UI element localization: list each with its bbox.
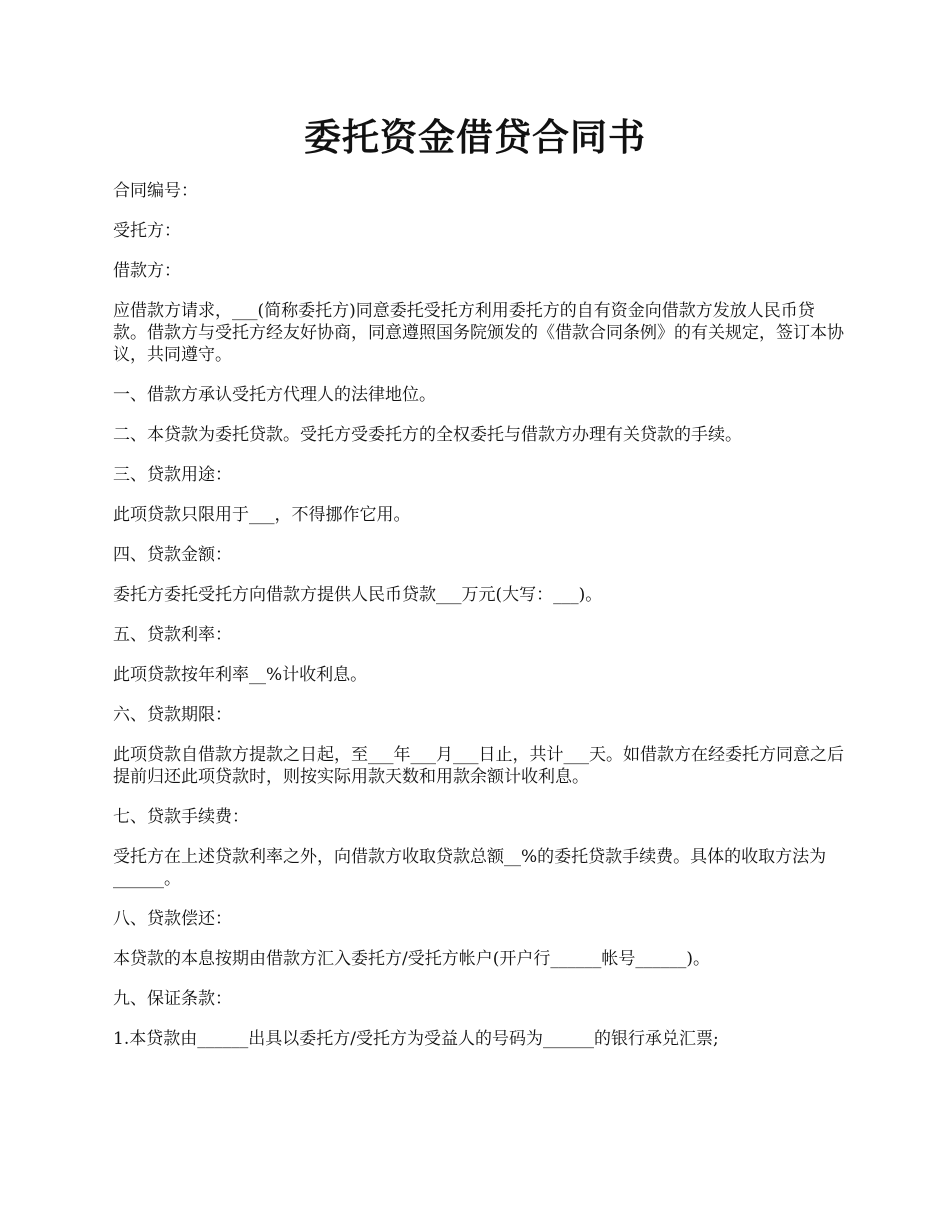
clause-7-heading: 七、贷款手续费：	[113, 807, 249, 827]
clause-4-text: 委托方委托受托方向借款方提供人民币贷款___万元(大写：___)。	[113, 585, 603, 605]
trustee-line: 受托方：	[113, 221, 181, 241]
document-body	[113, 180, 848, 1068]
document-title: 委托资金借贷合同书	[304, 115, 646, 159]
clause-9-item-1: 1.本贷款由______出具以委托方/受托方为受益人的号码为______的银行承兑汇票;	[113, 1029, 719, 1049]
clause-9-heading: 九、保证条款：	[113, 989, 232, 1009]
borrower-line: 借款方：	[113, 261, 181, 281]
clause-7-text: 受托方在上述贷款利率之外，向借款方收取贷款总额__%的委托贷款手续费。具体的收取方法为______。	[113, 847, 827, 889]
clause-4-heading: 四、贷款金额：	[113, 545, 232, 565]
clause-8-text: 本贷款的本息按期由借款方汇入委托方/受托方帐户(开户行______帐号______)。	[113, 949, 710, 969]
clause-5-heading: 五、贷款利率：	[113, 625, 232, 645]
preamble-paragraph: 应借款方请求，___(简称委托方)同意委托受托方利用委托方的自有资金向借款方发放人民币贷款。借款方与受托方经友好协商，同意遵照国务院颁发的《借款合同条例》的有关规定，签订本协议，共同遵守。	[113, 301, 844, 365]
clause-3-text: 此项贷款只限用于___，不得挪作它用。	[113, 505, 411, 525]
clause-1: 一、借款方承认受托方代理人的法律地位。	[113, 385, 436, 405]
clause-2: 二、本贷款为委托贷款。受托方受委托方的全权委托与借款方办理有关贷款的手续。	[113, 425, 742, 445]
clause-8-heading: 八、贷款偿还：	[113, 909, 232, 929]
contract-number-line: 合同编号：	[113, 181, 198, 201]
clause-6-heading: 六、贷款期限：	[113, 705, 232, 725]
clause-6-text: 此项贷款自借款方提款之日起，至___年___月___日止，共计___天。如借款方在经委托方同意之后提前归还此项贷款时，则按实际用款天数和用款余额计收利息。	[113, 745, 844, 787]
clause-5-text: 此项贷款按年利率__%计收利息。	[113, 665, 368, 685]
clause-3-heading: 三、贷款用途：	[113, 465, 232, 485]
